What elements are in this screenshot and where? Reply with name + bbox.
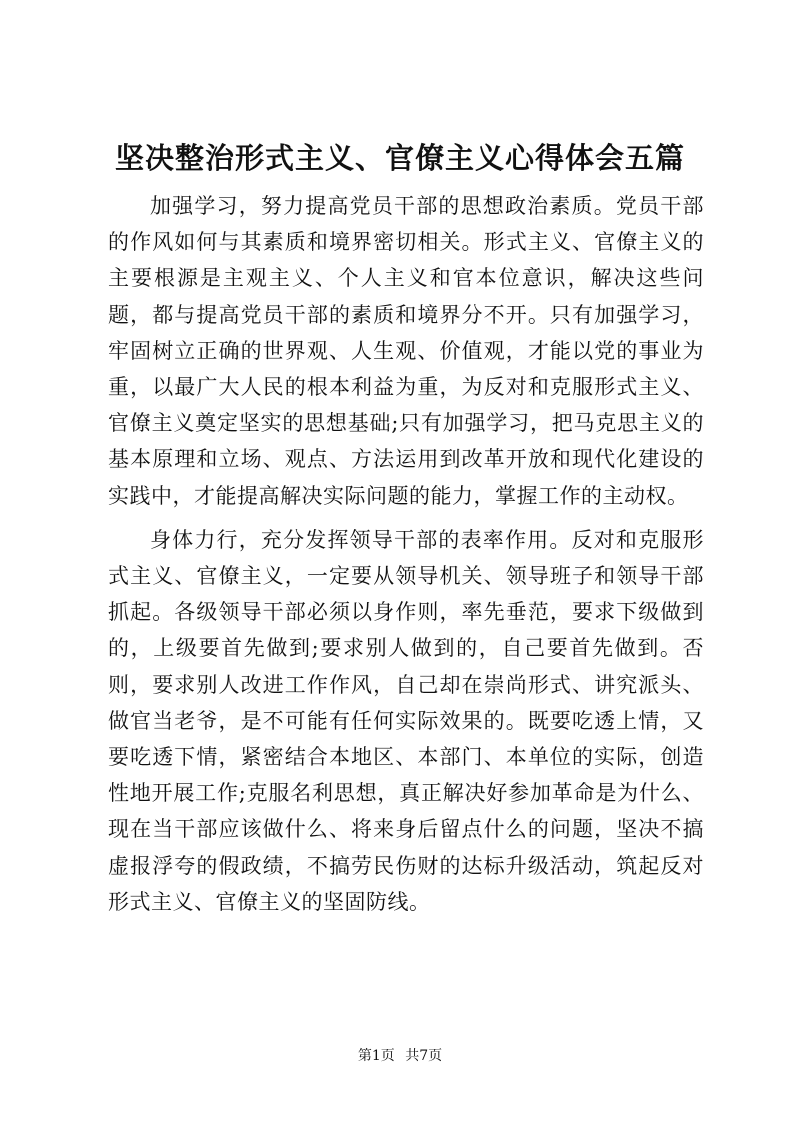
document-body bbox=[108, 188, 704, 926]
document-title: 坚决整治形式主义、官僚主义心得体会五篇 bbox=[114, 141, 685, 175]
page-number: 第1页 bbox=[357, 1048, 395, 1064]
paragraph-1: 加强学习，努力提高党员干部的思想政治素质。党员干部的作风如何与其素质和境界密切相关。形式主义、官僚主义的主要根源是主观主义、个人主义和官本位意识，解决这些问题，都与提高党员干部的素质和境界分不开。只有加强学习，牢固树立正确的世界观、人生观、价值观，才能以党的事业为重，以最广大人民的根本利益为重，为反对和克服形式主义、官僚主义奠定坚实的思想基础;只有加强学习，把马克思主义的基本原理和立场、观点、方法运用到改革开放和现代化建设的实践中，才能提高解决实际问题的能力，掌握工作的主动权。 bbox=[108, 194, 704, 508]
paragraph-2: 身体力行，充分发挥领导干部的表率作用。反对和克服形式主义、官僚主义，一定要从领导机关、领导班子和领导干部抓起。各级领导干部必须以身作则，率先垂范，要求下级做到的，上级要首先做到;要求别人做到的，自己要首先做到。否则，要求别人改进工作作风，自己却在崇尚形式、讲究派头、做官当老爷，是不可能有任何实际效果的。既要吃透上情，又要吃透下情，紧密结合本地区、本部门、本单位的实际，创造性地开展工作;克服名利思想，真正解决好参加革命是为什么、现在当干部应该做什么、将来身后留点什么的问题，坚决不搞虚报浮夸的假政绩，不搞劳民伤财的达标升级活动，筑起反对形式主义、官僚主义的坚固防线。 bbox=[108, 527, 704, 914]
page-footer bbox=[0, 1046, 800, 1066]
page-total: 共7页 bbox=[405, 1048, 443, 1064]
